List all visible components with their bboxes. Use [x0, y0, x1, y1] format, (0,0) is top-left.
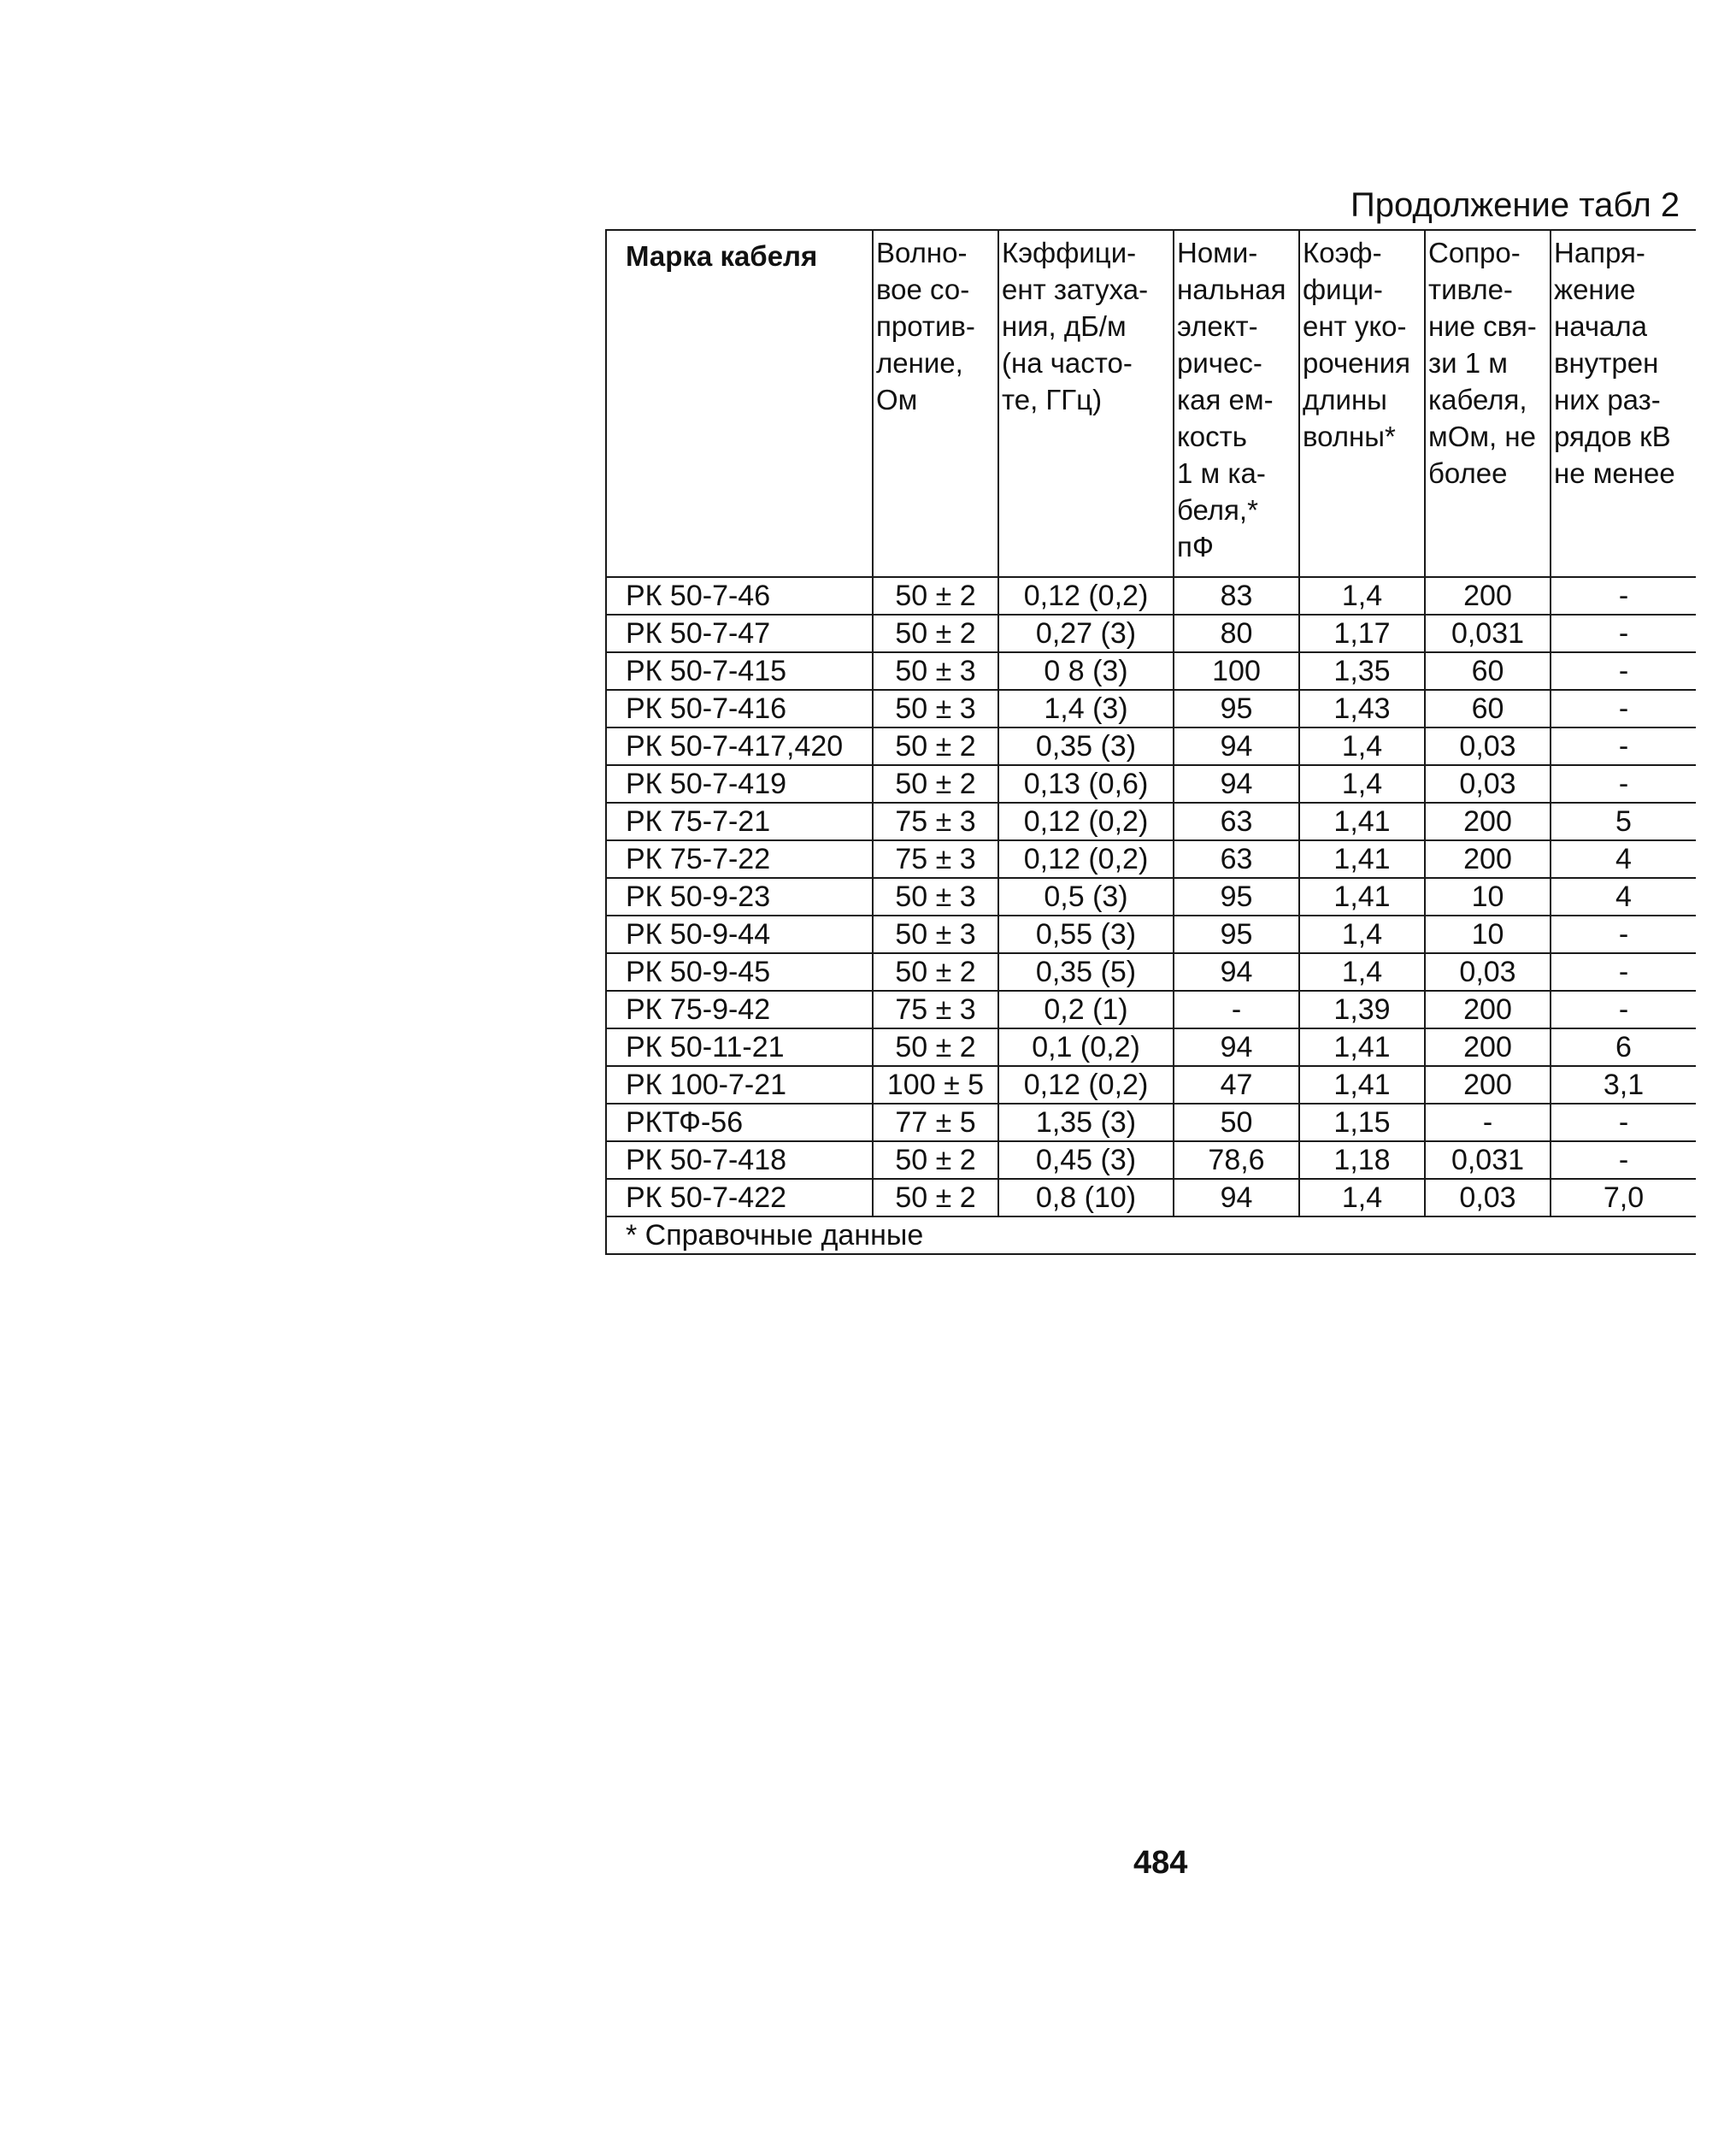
header-cable-brand: Марка кабеля — [606, 230, 873, 577]
header-discharge-voltage: Напря- жение начала внутрен них раз- рядов кВ не менее — [1551, 230, 1696, 577]
table-header-row — [606, 230, 1696, 577]
cell-impedance: 50 ± 2 — [873, 727, 998, 765]
cell-attenuation: 0,12 (0,2) — [998, 803, 1174, 840]
cell-voltage: 7,0 — [1551, 1179, 1696, 1216]
table-row — [606, 690, 1696, 727]
cell-capacitance: 47 — [1174, 1066, 1299, 1104]
cell-impedance: 75 ± 3 — [873, 991, 998, 1028]
cell-impedance: 100 ± 5 — [873, 1066, 998, 1104]
cell-shortening: 1,17 — [1299, 615, 1425, 652]
cell-impedance: 50 ± 2 — [873, 765, 998, 803]
table-body — [606, 577, 1696, 1254]
cell-capacitance: 100 — [1174, 652, 1299, 690]
table-row — [606, 765, 1696, 803]
cell-resistance: 0,03 — [1425, 1179, 1551, 1216]
cell-capacitance: 50 — [1174, 1104, 1299, 1141]
cell-impedance: 75 ± 3 — [873, 803, 998, 840]
cell-shortening: 1,41 — [1299, 1028, 1425, 1066]
cell-capacitance: 80 — [1174, 615, 1299, 652]
cell-voltage: - — [1551, 991, 1696, 1028]
cell-brand: РК 75-9-42 — [606, 991, 873, 1028]
cell-resistance: 10 — [1425, 878, 1551, 916]
cell-resistance: 200 — [1425, 840, 1551, 878]
cell-capacitance: 94 — [1174, 765, 1299, 803]
cell-voltage: 4 — [1551, 840, 1696, 878]
cell-impedance: 75 ± 3 — [873, 840, 998, 878]
table-row — [606, 1141, 1696, 1179]
cell-attenuation: 0,1 (0,2) — [998, 1028, 1174, 1066]
table-row — [606, 1066, 1696, 1104]
table-row — [606, 1179, 1696, 1216]
cell-attenuation: 0,35 (3) — [998, 727, 1174, 765]
header-shortening-factor: Коэф- фици- ент уко- рочения длины волны* — [1299, 230, 1425, 577]
cell-shortening: 1,39 — [1299, 991, 1425, 1028]
cell-voltage: - — [1551, 916, 1696, 953]
cell-resistance: 60 — [1425, 652, 1551, 690]
cell-voltage: - — [1551, 765, 1696, 803]
cell-shortening: 1,35 — [1299, 652, 1425, 690]
cell-voltage: - — [1551, 652, 1696, 690]
cell-attenuation: 1,4 (3) — [998, 690, 1174, 727]
cell-resistance: 200 — [1425, 991, 1551, 1028]
cell-brand: РК 50-11-21 — [606, 1028, 873, 1066]
table-row — [606, 1028, 1696, 1066]
cell-attenuation: 0,8 (10) — [998, 1179, 1174, 1216]
header-coupling-resistance: Сопро- тивле- ние свя- зи 1 м кабеля, мОм, не более — [1425, 230, 1551, 577]
cell-shortening: 1,4 — [1299, 953, 1425, 991]
cell-attenuation: 0,45 (3) — [998, 1141, 1174, 1179]
cell-resistance: 200 — [1425, 1028, 1551, 1066]
cell-voltage: - — [1551, 690, 1696, 727]
table-row — [606, 1104, 1696, 1141]
cell-impedance: 50 ± 3 — [873, 878, 998, 916]
cell-impedance: 50 ± 2 — [873, 1179, 998, 1216]
cell-brand: РК 50-7-47 — [606, 615, 873, 652]
cell-shortening: 1,4 — [1299, 1179, 1425, 1216]
cell-impedance: 50 ± 2 — [873, 953, 998, 991]
cell-capacitance: 95 — [1174, 916, 1299, 953]
cell-impedance: 77 ± 5 — [873, 1104, 998, 1141]
cell-voltage: 4 — [1551, 878, 1696, 916]
cell-resistance: 0,03 — [1425, 727, 1551, 765]
cell-impedance: 50 ± 2 — [873, 577, 998, 615]
table-row — [606, 916, 1696, 953]
cell-capacitance: 83 — [1174, 577, 1299, 615]
cell-impedance: 50 ± 3 — [873, 690, 998, 727]
cell-attenuation: 1,35 (3) — [998, 1104, 1174, 1141]
header-wave-impedance: Волно- вое со- против- ление, Ом — [873, 230, 998, 577]
cell-brand: РК 100-7-21 — [606, 1066, 873, 1104]
cell-resistance: 0,03 — [1425, 765, 1551, 803]
cell-resistance: 200 — [1425, 1066, 1551, 1104]
table-footnote: * Справочные данные — [606, 1216, 1696, 1254]
cell-shortening: 1,4 — [1299, 577, 1425, 615]
cell-brand: РК 50-9-44 — [606, 916, 873, 953]
cell-shortening: 1,41 — [1299, 803, 1425, 840]
cell-impedance: 50 ± 3 — [873, 916, 998, 953]
cell-brand: РКТФ-56 — [606, 1104, 873, 1141]
cell-capacitance: 78,6 — [1174, 1141, 1299, 1179]
cell-capacitance: 94 — [1174, 727, 1299, 765]
cell-attenuation: 0,12 (0,2) — [998, 577, 1174, 615]
table-row — [606, 991, 1696, 1028]
cell-attenuation: 0,55 (3) — [998, 916, 1174, 953]
cell-brand: РК 50-7-415 — [606, 652, 873, 690]
cell-voltage: - — [1551, 953, 1696, 991]
cell-brand: РК 50-7-419 — [606, 765, 873, 803]
cell-capacitance: 63 — [1174, 840, 1299, 878]
page-number: 484 — [1133, 1845, 1188, 1881]
cell-resistance: 60 — [1425, 690, 1551, 727]
cable-spec-table-container — [605, 229, 1695, 1255]
cell-voltage: - — [1551, 1141, 1696, 1179]
cell-capacitance: 95 — [1174, 690, 1299, 727]
cell-resistance: 10 — [1425, 916, 1551, 953]
cell-brand: РК 50-7-418 — [606, 1141, 873, 1179]
table-row — [606, 727, 1696, 765]
table-row — [606, 953, 1696, 991]
footnote-row — [606, 1216, 1696, 1254]
cell-attenuation: 0,12 (0,2) — [998, 840, 1174, 878]
cable-spec-table — [605, 229, 1696, 1255]
cell-capacitance: 94 — [1174, 1028, 1299, 1066]
cell-voltage: 5 — [1551, 803, 1696, 840]
cell-resistance: 0,03 — [1425, 953, 1551, 991]
table-row — [606, 577, 1696, 615]
cell-voltage: - — [1551, 615, 1696, 652]
table-row — [606, 803, 1696, 840]
cell-impedance: 50 ± 2 — [873, 615, 998, 652]
cell-attenuation: 0 8 (3) — [998, 652, 1174, 690]
cell-capacitance: 63 — [1174, 803, 1299, 840]
cell-resistance: 200 — [1425, 803, 1551, 840]
cell-attenuation: 0,5 (3) — [998, 878, 1174, 916]
cell-brand: РК 50-7-422 — [606, 1179, 873, 1216]
cell-resistance: 0,031 — [1425, 615, 1551, 652]
table-row — [606, 878, 1696, 916]
cell-attenuation: 0,2 (1) — [998, 991, 1174, 1028]
header-capacitance: Номи- нальная элект- ричес- кая ем- кость 1 м ка- беля,* пФ — [1174, 230, 1299, 577]
cell-voltage: - — [1551, 577, 1696, 615]
cell-brand: РК 75-7-21 — [606, 803, 873, 840]
cell-capacitance: 95 — [1174, 878, 1299, 916]
cell-brand: РК 50-7-46 — [606, 577, 873, 615]
cell-resistance: - — [1425, 1104, 1551, 1141]
cell-voltage: 3,1 — [1551, 1066, 1696, 1104]
cell-shortening: 1,4 — [1299, 916, 1425, 953]
cell-capacitance: 94 — [1174, 953, 1299, 991]
cell-shortening: 1,41 — [1299, 878, 1425, 916]
cell-shortening: 1,4 — [1299, 765, 1425, 803]
cell-impedance: 50 ± 2 — [873, 1028, 998, 1066]
cell-shortening: 1,41 — [1299, 840, 1425, 878]
cell-shortening: 1,15 — [1299, 1104, 1425, 1141]
cell-brand: РК 50-7-416 — [606, 690, 873, 727]
cell-impedance: 50 ± 2 — [873, 1141, 998, 1179]
cell-voltage: - — [1551, 1104, 1696, 1141]
cell-attenuation: 0,13 (0,6) — [998, 765, 1174, 803]
cell-impedance: 50 ± 3 — [873, 652, 998, 690]
table-row — [606, 615, 1696, 652]
cell-brand: РК 75-7-22 — [606, 840, 873, 878]
cell-brand: РК 50-7-417,420 — [606, 727, 873, 765]
cell-attenuation: 0,35 (5) — [998, 953, 1174, 991]
cell-attenuation: 0,12 (0,2) — [998, 1066, 1174, 1104]
cell-capacitance: 94 — [1174, 1179, 1299, 1216]
cell-shortening: 1,41 — [1299, 1066, 1425, 1104]
cell-resistance: 200 — [1425, 577, 1551, 615]
cell-attenuation: 0,27 (3) — [998, 615, 1174, 652]
cell-brand: РК 50-9-45 — [606, 953, 873, 991]
cell-voltage: - — [1551, 727, 1696, 765]
cell-shortening: 1,18 — [1299, 1141, 1425, 1179]
table-row — [606, 840, 1696, 878]
cell-capacitance: - — [1174, 991, 1299, 1028]
table-row — [606, 652, 1696, 690]
cell-shortening: 1,4 — [1299, 727, 1425, 765]
cell-voltage: 6 — [1551, 1028, 1696, 1066]
cell-shortening: 1,43 — [1299, 690, 1425, 727]
table-caption: Продолжение табл 2 — [1351, 186, 1680, 224]
header-attenuation: Кэффици- ент затуха- ния, дБ/м (на часто- те, ГГц) — [998, 230, 1174, 577]
cell-brand: РК 50-9-23 — [606, 878, 873, 916]
cell-resistance: 0,031 — [1425, 1141, 1551, 1179]
